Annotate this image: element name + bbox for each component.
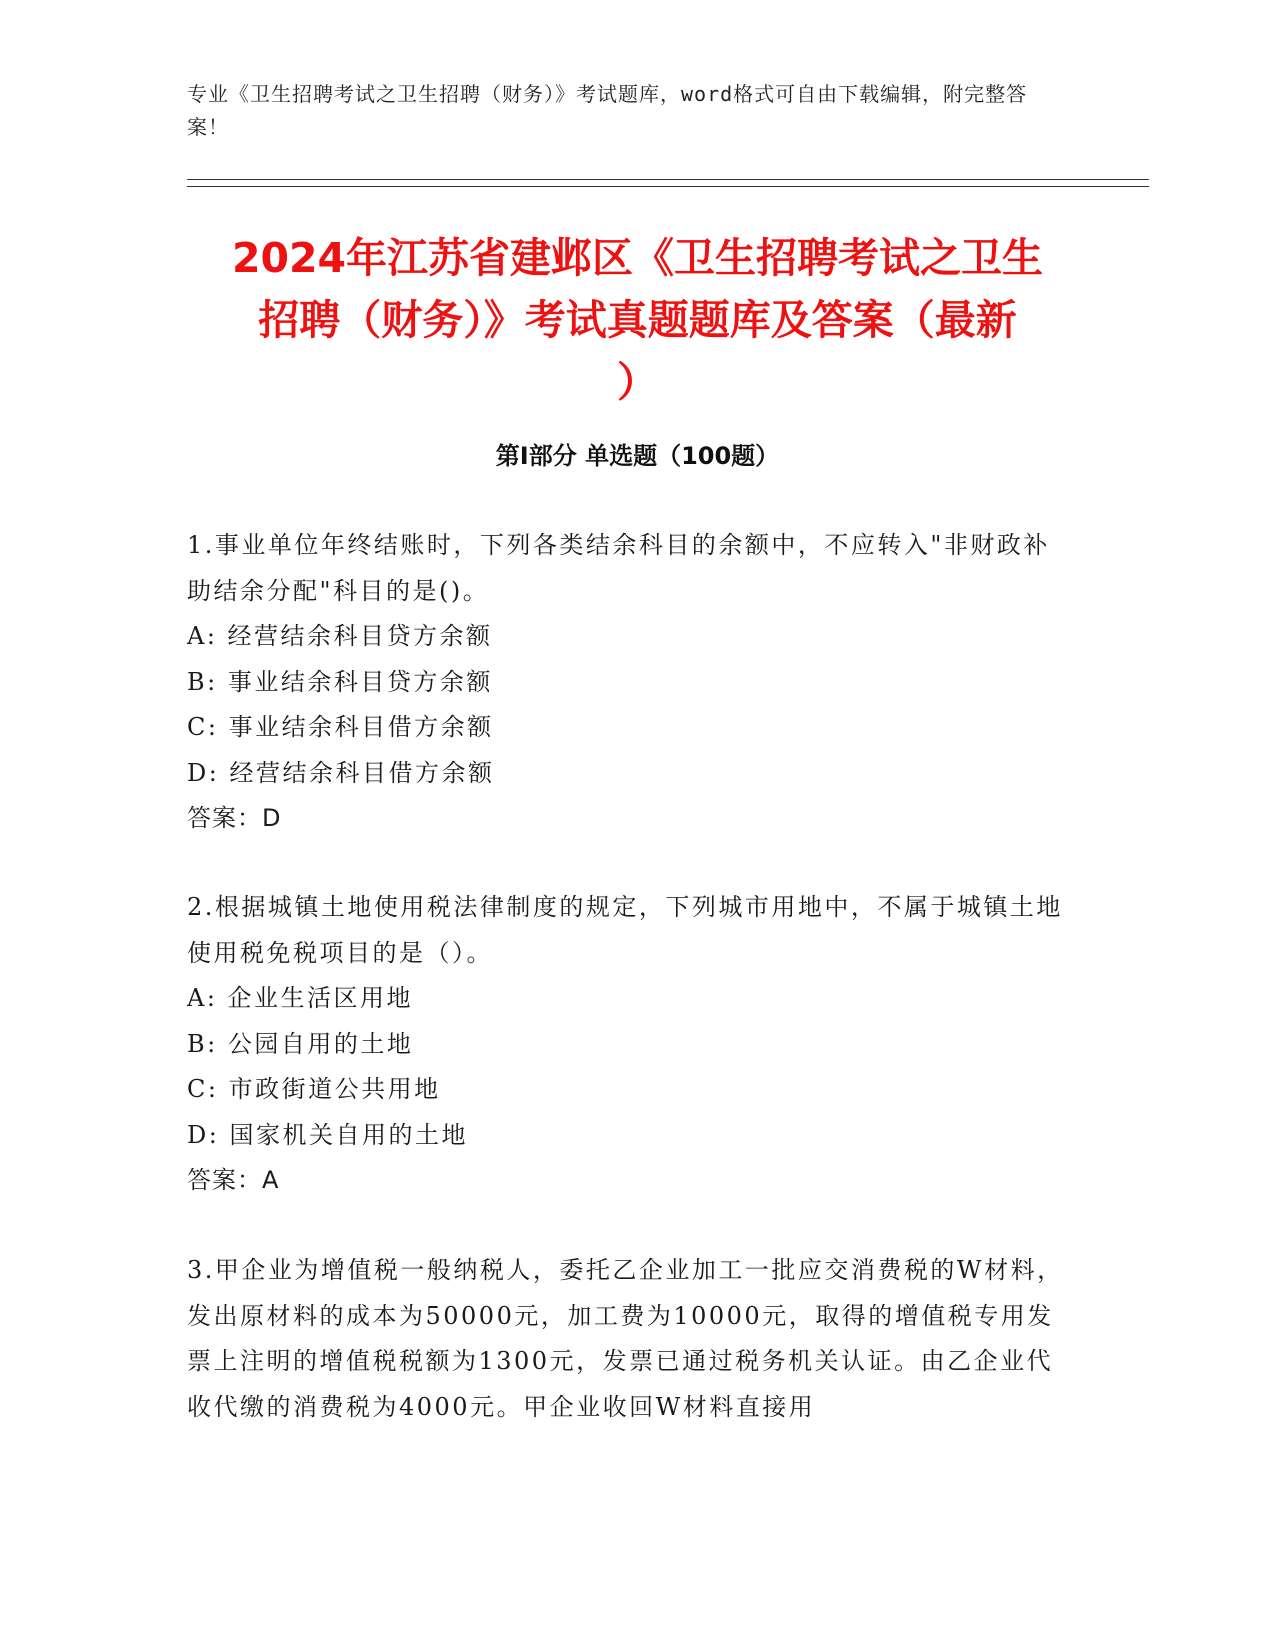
option-b: B: 公园自用的土地 bbox=[187, 1029, 414, 1058]
option-d: D: 经营结余科目借方余额 bbox=[187, 758, 495, 787]
question-text: 3.甲企业为增值税一般纳税人，委托乙企业加工一批应交消费税的W材料，发出原材料的成本为50000元，加工费为10000元，取得的增值税专用发票上注明的增值税税额为1300元，发票已通过税务机关认证。由乙企业代收代缴的消费税为4000元。甲企业收回W材料直接用 bbox=[187, 1256, 1064, 1421]
section-title: 第Ⅰ部分 单选题（100题） bbox=[495, 442, 780, 470]
option-d: D: 国家机关自用的土地 bbox=[187, 1120, 468, 1149]
question-2 bbox=[187, 885, 1072, 1204]
header-divider-bottom bbox=[187, 186, 1149, 187]
document-title-line-3: ） bbox=[617, 358, 658, 406]
question-3 bbox=[187, 1248, 1072, 1430]
option-c: C: 事业结余科目借方余额 bbox=[187, 713, 494, 741]
answer: 答案：A bbox=[187, 1166, 280, 1194]
option-a: A: 经营结余科目贷方余额 bbox=[187, 622, 493, 650]
document-title-line-1: 2024年江苏省建邺区《卫生招聘考试之卫生 bbox=[231, 234, 1044, 282]
document-title-line-2: 招聘（财务）》考试真题题库及答案（最新 bbox=[258, 296, 1017, 344]
question-text: 1.事业单位年终结账时，下列各类结余科目的余额中，不应转入"非财政补助结余分配"科目的是()。 bbox=[187, 531, 1050, 605]
document-title bbox=[150, 227, 1125, 413]
question-text: 2.根据城镇土地使用税法律制度的规定，下列城市用地中，不属于城镇土地使用税免税项目的是（）。 bbox=[187, 893, 1063, 967]
option-c: C: 市政街道公共用地 bbox=[187, 1075, 441, 1103]
header-note: 专业《卫生招聘考试之卫生招聘（财务）》考试题库，word格式可自由下载编辑，附完整答案！ bbox=[187, 82, 1028, 139]
question-1 bbox=[187, 523, 1072, 842]
option-a: A: 企业生活区用地 bbox=[187, 984, 414, 1012]
header-divider-top bbox=[187, 179, 1149, 180]
option-b: B: 事业结余科目贷方余额 bbox=[187, 667, 493, 696]
answer: 答案：D bbox=[187, 804, 282, 832]
